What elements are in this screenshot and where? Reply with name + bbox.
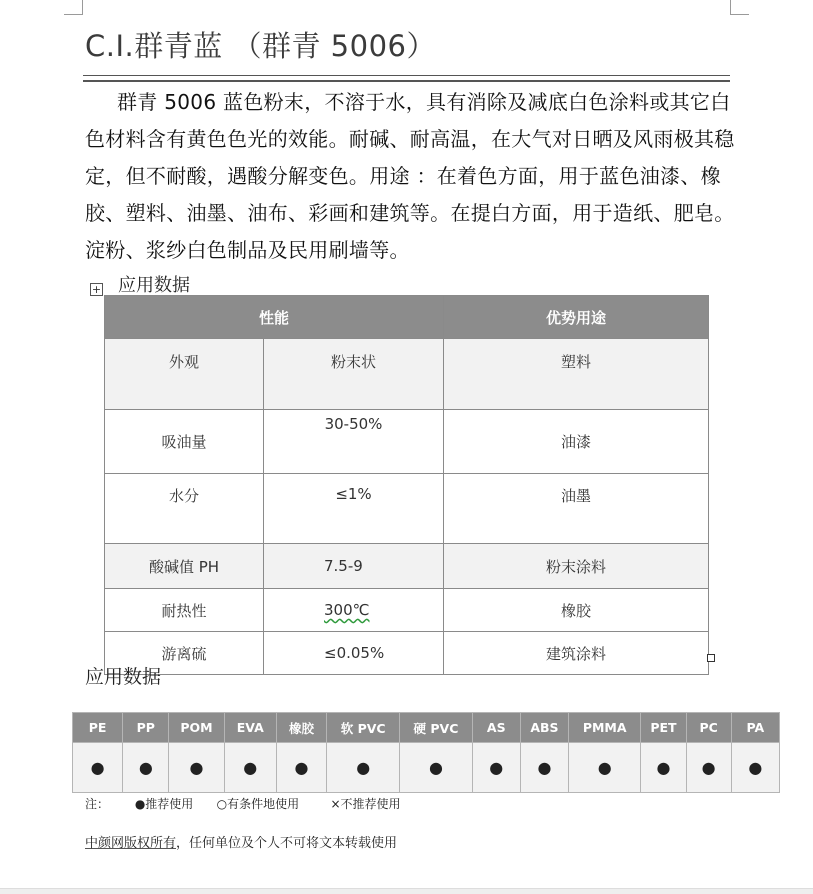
table-row: [105, 339, 709, 410]
value-cell: 7.5-9: [264, 544, 444, 589]
material-header: 橡胶: [276, 713, 326, 743]
recommended-dot: ●: [472, 743, 520, 793]
material-header: PC: [686, 713, 731, 743]
recommended-dot: ●: [224, 743, 276, 793]
document-title: C.I.群青蓝 （群青 5006）: [85, 29, 436, 63]
recommended-dot: ●: [731, 743, 779, 793]
application-header-row: [73, 713, 780, 743]
material-header: 软 PVC: [327, 713, 400, 743]
use-cell: 塑料: [444, 339, 709, 410]
property-cell: 游离硫: [105, 632, 264, 675]
recommended-dot: ●: [169, 743, 224, 793]
properties-header-row: [105, 296, 709, 339]
legend-recommended: ●推荐使用: [134, 797, 194, 811]
property-cell: 酸碱值 PH: [105, 544, 264, 589]
copyright-notice: [85, 832, 397, 851]
property-cell: 耐热性: [105, 589, 264, 632]
material-header: PE: [73, 713, 123, 743]
use-cell: 油漆: [444, 410, 709, 474]
table-row: [105, 544, 709, 589]
value-cell: 30-50%: [264, 410, 444, 474]
recommended-dot: ●: [73, 743, 123, 793]
material-header: EVA: [224, 713, 276, 743]
recommended-dot: ●: [327, 743, 400, 793]
legend-not-recommended: ×不推荐使用: [330, 797, 401, 811]
header-advantage-use: 优势用途: [444, 296, 709, 339]
material-header: PP: [123, 713, 169, 743]
recommended-dot: ●: [569, 743, 641, 793]
application-table: [72, 712, 780, 793]
material-header: 硬 PVC: [400, 713, 472, 743]
material-header: PA: [731, 713, 779, 743]
table-row: [105, 632, 709, 675]
material-header: PET: [641, 713, 686, 743]
recommended-dot: ●: [641, 743, 686, 793]
properties-table: [104, 295, 709, 675]
recommended-dot: ●: [400, 743, 472, 793]
material-header: ABS: [520, 713, 568, 743]
page-bottom-edge: [0, 888, 813, 894]
material-header: PMMA: [569, 713, 641, 743]
table-row: [105, 589, 709, 632]
value-cell: ≤1%: [264, 474, 444, 544]
material-header: POM: [169, 713, 224, 743]
legend-conditional: ○有条件地使用: [216, 797, 300, 811]
description-paragraph: 群青 5006 蓝色粉末，不溶于水，具有消除及减底白色涂料或其它白色材料含有黄色色光的效能。耐碱、耐高温，在大气对日晒及风雨极其稳定，但不耐酸，遇酸分解变色。用途 ：在着色方面，用于蓝色油漆、橡胶、塑料、油墨、油布、彩画和建筑等。在提白方面，用于造纸、肥皂。淀粉、浆纱白色制品及民用刷墙等。: [85, 90, 735, 262]
use-cell: 油墨: [444, 474, 709, 544]
application-table-caption: 应用数据: [85, 666, 162, 688]
recommended-dot: ●: [276, 743, 326, 793]
recommended-dot: ●: [520, 743, 568, 793]
legend-note: [85, 795, 401, 812]
copyright-terms: ，任何单位及个人不可将文本转载使用: [176, 836, 398, 851]
table-row: [105, 474, 709, 544]
recommended-dot: ●: [686, 743, 731, 793]
property-cell: 外观: [105, 339, 264, 410]
table-move-handle-icon[interactable]: +: [91, 283, 102, 296]
property-cell: 吸油量: [105, 410, 264, 474]
title-rule-thin: [83, 75, 730, 76]
recommended-dot: ●: [123, 743, 169, 793]
copyright-owner: 中颜网版权所有: [85, 836, 177, 851]
value-cell: [264, 589, 444, 632]
page-corner-mark-left: [64, 0, 83, 15]
use-cell: 橡胶: [444, 589, 709, 632]
application-value-row: [73, 743, 780, 793]
page-corner-mark-right: [730, 0, 749, 15]
spellcheck-underlined-value: 300℃: [324, 601, 370, 619]
value-cell: ≤0.05%: [264, 632, 444, 675]
value-cell: 粉末状: [264, 339, 444, 410]
table-resize-handle[interactable]: [707, 654, 715, 662]
title-rule-thick: [83, 80, 730, 82]
legend-prefix: 注：: [85, 797, 110, 811]
material-header: AS: [472, 713, 520, 743]
use-cell: 建筑涂料: [444, 632, 709, 675]
properties-table-caption: 应用数据: [118, 275, 190, 296]
table-row: [105, 410, 709, 474]
use-cell: 粉末涂料: [444, 544, 709, 589]
header-performance: 性能: [105, 296, 444, 339]
property-cell: 水分: [105, 474, 264, 544]
